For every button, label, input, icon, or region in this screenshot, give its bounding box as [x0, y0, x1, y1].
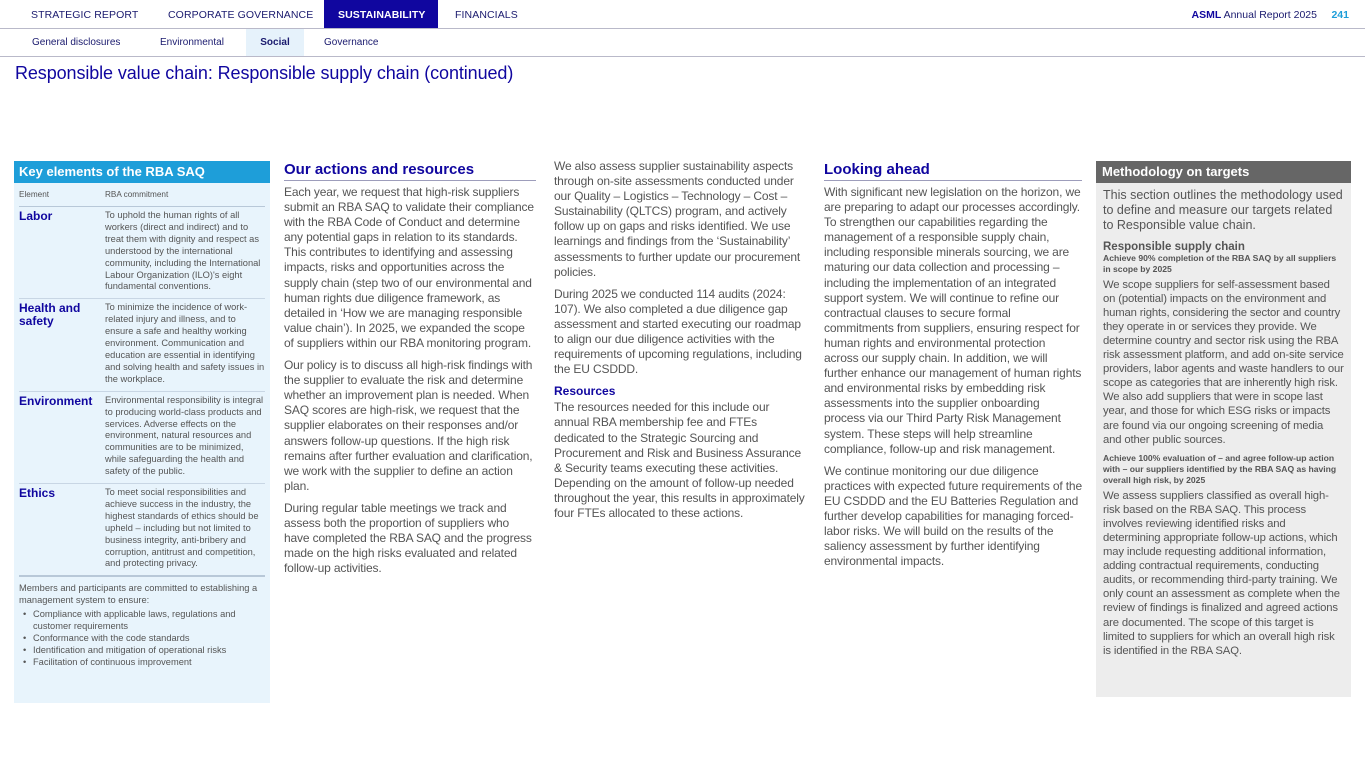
target-statement: Achieve 100% evaluation of – and agree follow-up action with – our suppliers identified by the RBA SAQ as having overall high risk, by 2025 — [1103, 452, 1337, 485]
list-item: • Identification and mitigation of operational risks — [19, 644, 265, 656]
paragraph: We assess suppliers classified as overall high-risk based on the RBA SAQ. This process involves reviewing identified risks and determining appropriate follow-up actions, which may include requesting additional information, adding contractual requirements, conducting audits, or recommending third-party training. We only count an assessment as complete when the review of findings is finalized and agreed actions are documented. The scope of this target is limited to suppliers for which an overall high risk is identified in the RBA SAQ. — [1103, 489, 1340, 657]
paragraph: The resources needed for this include our annual RBA membership fee and FTEs dedicated to the Strategic Sourcing and Procurement and Risk and Business Assurance & Security teams executing these activities. Depending on the amount of follow-up needed throughout the year, this results in approximately four FTEs allocated to these actions. — [554, 400, 805, 520]
key-elements-title: Key elements of the RBA SAQ — [14, 161, 270, 183]
methodology-intro: This section outlines the methodology used to define and measure our targets related to Responsible value chain. — [1103, 188, 1343, 233]
management-system-note — [14, 577, 270, 668]
element-commitment: To uphold the human rights of all workers (direct and indirect) and to treat them with dignity and respect as understood by the international community, including the International Labour Organization (ILO)'s eight fundamental conventions. — [105, 210, 261, 292]
methodology-box — [1096, 161, 1351, 697]
table-row — [19, 484, 265, 577]
methodology-subheading: Responsible supply chain — [1103, 240, 1245, 253]
top-navigation — [0, 0, 1365, 29]
page-number: 241 — [1331, 9, 1349, 21]
report-brand — [1192, 0, 1318, 30]
table-row — [19, 392, 265, 484]
list-item: • Conformance with the code standards — [19, 632, 265, 644]
column-header-element: Element — [19, 190, 50, 199]
paragraph: We continue monitoring our due diligence practices with expected future requirements of the EU CSDDD and the EU Batteries Regulation and further develop capabilities for managing forced-labor risks. We will build on the results of the saliency assessment by further identifying environmental impacts. — [824, 463, 1082, 569]
section-heading-resources: Resources — [554, 384, 616, 399]
element-name: Environment — [19, 393, 93, 408]
brand-logo-text: ASML — [1191, 9, 1222, 21]
paragraph: We scope suppliers for self-assessment based on (potential) impacts on the environment and human rights, considering the sector and country they operate in or services they provide. We determine country and sector risk using the RBA risk assessment platform, and add on-site service providers, labor agents and waste handlers to our scope as categories that are inherently high risk. We also add suppliers that were in scope last year, and those for which ESG risks or impacts are found via our ongoing screening of media and other public sources. — [1103, 278, 1344, 446]
element-name: Ethics — [19, 486, 56, 501]
paragraph: Our policy is to discuss all high-risk findings with the supplier to evaluate the risk and determine whether an improvement plan is needed. When SAQ scores are high-risk, we request that the supplier elaborates on their responses and/or answers follow-up questions. If the high risk remains after further evaluation and clarification, we work with the supplier to define an action plan. — [284, 358, 533, 493]
list-item: • Facilitation of continuous improvement — [19, 656, 265, 668]
table-row — [19, 299, 265, 391]
target-statement: Achieve 90% completion of the RBA SAQ by all suppliers in scope by 2025 — [1103, 252, 1337, 274]
element-commitment: To minimize the incidence of work-related injury and illness, and to ensure a safe and healthy working environment. Communication and education are essential in identifying and solving health and safety issues in the workplace. — [105, 302, 265, 384]
tab-financials[interactable]: FINANCIALS — [455, 9, 518, 21]
tab-sustainability[interactable]: SUSTAINABILITY — [324, 0, 438, 28]
subtab-general-disclosures[interactable]: General disclosures — [32, 37, 121, 48]
note-text: Members and participants are committed to establishing a management system to ensure: — [19, 583, 258, 606]
key-elements-column-headers — [19, 183, 265, 207]
tab-corporate-governance[interactable]: CORPORATE GOVERNANCE — [168, 9, 314, 21]
management-system-list — [19, 608, 265, 668]
section-heading-actions: Our actions and resources — [284, 161, 536, 181]
section-heading-looking-ahead: Looking ahead — [824, 161, 1082, 181]
assessments-column — [554, 159, 806, 528]
paragraph: During regular table meetings we track and assess both the proportion of suppliers who have completed the RBA SAQ and the progress made on the high risks evaluated and related follow-up activities. — [284, 500, 532, 576]
paragraph: Each year, we request that high-risk suppliers submit an RBA SAQ to validate their compliance with the RBA Code of Conduct and determine any potential gaps in relation to its standards. This contributes to identifying and assessing impacts, risks and opportunities across the supply chain (step two of our environmental and human rights due diligence framework, as detailed in ‘How we are managing responsible value chain’). In 2025, we expanded the scope of suppliers within our RBA monitoring program. — [284, 185, 534, 350]
column-header-commitment: RBA commitment — [105, 190, 169, 199]
list-item: • Compliance with applicable laws, regulations and customer requirements — [19, 608, 265, 632]
subtab-social[interactable]: Social — [246, 29, 304, 56]
tab-strategic-report[interactable]: STRATEGIC REPORT — [31, 9, 139, 21]
element-commitment: To meet social responsibilities and achieve success in the industry, the highest standards of ethics should be upheld – including but not limited to business integrity, anti-bribery and corruption, antitrust and competition, and protecting privacy. — [105, 487, 259, 569]
page-title: Responsible value chain: Responsible supply chain (continued) — [15, 63, 514, 83]
paragraph: With significant new legislation on the horizon, we are preparing to adapt our processes accordingly. To strengthen our capabilities regarding the management of a responsible supply chain, including responsible minerals sourcing, we are maturing our data collection and processing – including the implementation of an integrated support system. We will continue to refine our contractual clauses to secure formal commitments from suppliers, ensuring respect for human rights and environmental protection across our supply chain. In addition, we will further enhance our management of human rights and environmental risks by embedding risk assessments into the supplier onboarding process via our Third Party Risk Management system. These steps will help streamline compliance, follow-up and risk management. — [824, 185, 1082, 456]
element-commitment: Environmental responsibility is integral to producing world-class products and services. Adverse effects on the environment, natural resources and communities are to be minimized, while safeguarding the health and safety of the public. — [105, 394, 264, 477]
table-row — [19, 207, 265, 299]
actions-column — [284, 161, 536, 583]
paragraph: During 2025 we conducted 114 audits (2024: 107). We also completed a due diligence gap assessment and started executing our roadmap to align our due diligence activities with the requirements of upcoming regulations, including the EU CSDDD. — [554, 286, 802, 377]
looking-ahead-column — [824, 161, 1082, 576]
paragraph: We also assess supplier sustainability aspects through on-site assessments conducted under our Quality – Logistics – Technology – Cost – Sustainability (QLTCS) program, and actively follow up on gaps and risks identified. We use learnings and findings from the ‘Sustainability’ assessments to further update our procurement policies. — [554, 159, 801, 279]
element-name: Labor — [19, 209, 53, 223]
subtab-governance[interactable]: Governance — [324, 37, 379, 48]
methodology-title: Methodology on targets — [1096, 161, 1351, 183]
subtab-environmental[interactable]: Environmental — [160, 37, 224, 48]
key-elements-box — [14, 161, 270, 703]
brand-report-title: Annual Report 2025 — [1221, 9, 1317, 21]
element-name: Health and safety — [19, 301, 81, 329]
sub-navigation — [0, 29, 1365, 57]
